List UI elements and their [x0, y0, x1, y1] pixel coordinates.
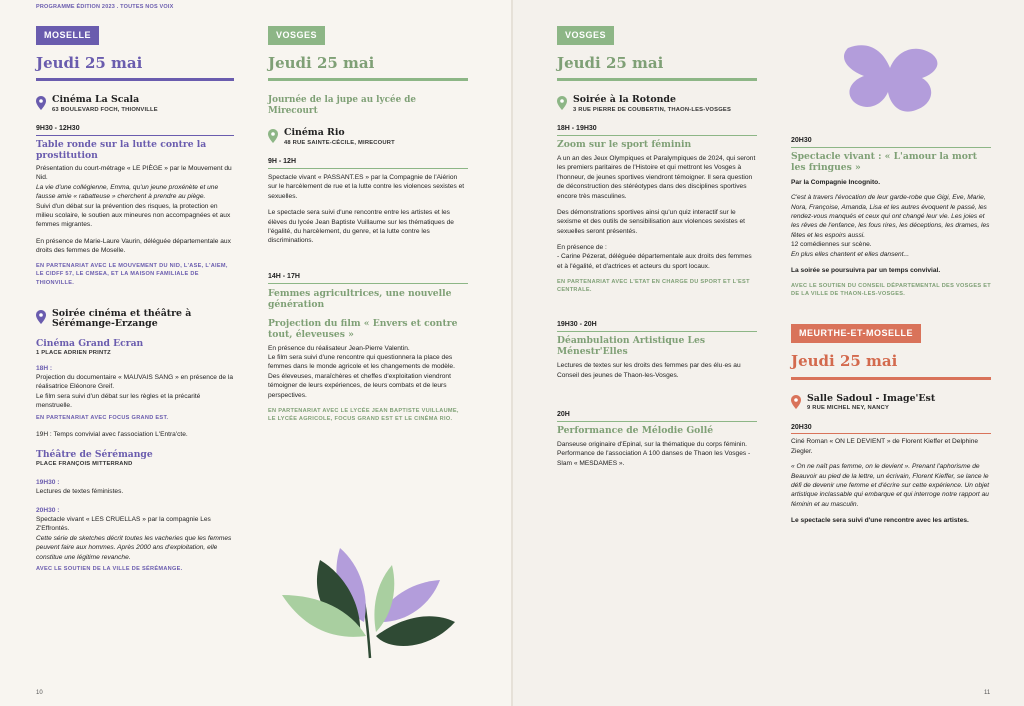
event-text: Des éleveuses, maraîchères et cheffes d'exploitation viendront témoigner de leurs expériences, de leurs combats et de leurs perspectives.: [268, 372, 451, 399]
event-text: Ciné Roman « ON LE DEVIENT » de Florent Kieffer et Delphine Ziegler.: [791, 438, 979, 455]
column-vosges-right: [557, 26, 757, 468]
time-slot: 20H30: [791, 423, 812, 431]
date-rule: [791, 377, 991, 380]
sub-venue-title: Cinéma Grand Ecran: [36, 338, 144, 350]
time-slot: 20H30: [791, 137, 812, 144]
running-title: PROGRAMME ÉDITION 2023 . TOUTES NOS VOIX: [36, 4, 174, 10]
region-badge: MEURTHE-ET-MOSELLE: [791, 324, 921, 343]
date-rule: [36, 78, 234, 81]
event-title: Spectacle vivant : « L'amour la mort les fringues »: [791, 150, 977, 173]
event-text: - Carine Pézerat, déléguée départementale aux droits des femmes et à l'égalité, et d'actrices et acteurs du sport locaux.: [557, 253, 752, 270]
event-text: Lectures de textes sur les droits des femmes par des élu·es au Conseil des jeunes de Thaon-les-Vosges.: [557, 362, 741, 379]
partner-note: EN PARTENARIAT AVEC LE LYCÉE JEAN BAPTISTE VUILLAUME, LE LYCÉE AGRICOLE, FOCUS GRAND EST ET LE CINÉMA RIO.: [268, 407, 459, 422]
event-text: Spectacle vivant « PASSANT.ES » par la Compagnie de l'Aiérion sur le harcèlement de rue et la lutte contre les violences sexistes et sexuelles.: [268, 174, 465, 200]
time-rule: [557, 135, 757, 136]
event-text: En présence de Marie-Laure Vaurin, déléguée départementale aux droits des femmes de Moselle.: [36, 237, 231, 254]
venue-block: [557, 95, 757, 114]
event-title: Déambulation Artistique Les Ménestr'Elles: [557, 335, 706, 358]
event-text: Projection du documentaire « MAUVAIS SANG » en présence de la réalisatrice Eléonore Greif.: [36, 373, 234, 391]
event-text: Par la Compagnie Incognito.: [791, 179, 881, 186]
page-fold: [511, 0, 513, 706]
event-text: Le spectacle sera suivi d'une rencontre entre les artistes et les élèves du lycée Jean Baptiste Vuillaume sur les thématiques de l'égalité, du harcèlement, du genre, et la lutte contre les discriminations.: [268, 209, 454, 245]
event-text: Performance de l'association A 100 danses de Thaon les Vosges - Slam « MESDAMES ».: [557, 450, 751, 467]
event-title: Performance de Mélodie Gollé: [557, 424, 714, 436]
venue-block: [36, 309, 234, 331]
intro-title: Journée de la jupe au lycée de Mirecourt: [268, 95, 416, 116]
event-text: Des démonstrations sportives ainsi qu'un quiz interactif sur le sexisme et des outils de sensibilisation aux violences sexistes et sexuelles seront présentés.: [557, 208, 746, 235]
event-text: 19H : Temps convivial avec l'association L'Entra'cte.: [36, 431, 188, 439]
date-heading: Jeudi 25 mai: [36, 53, 143, 72]
venue-block: [268, 128, 468, 147]
date-rule: [557, 78, 757, 81]
event-text-italic: Cette série de sketches décrit toutes les vacheries que les femmes peuvent faire aux hommes. Après 2000 ans d'exploitation, elle constitue une légitime revanche.: [36, 534, 232, 561]
event-text: En présence du réalisateur Jean-Pierre Valentin.: [268, 344, 410, 352]
event-text-italic: En plus elles chantent et elles dansent...: [791, 250, 910, 258]
venue-block: [36, 95, 234, 114]
event-text: Danseuse originaire d'Epinal, sur la thématique du corps féminin.: [557, 440, 748, 448]
region-badge: MOSELLE: [36, 26, 99, 45]
venue-name: Cinéma La Scala: [52, 94, 140, 106]
date-heading: Jeudi 25 mai: [268, 53, 375, 72]
location-pin-icon: [36, 96, 46, 110]
region-badge: VOSGES: [268, 26, 325, 45]
sub-venue-address: 1 PLACE ADRIEN PRINTZ: [36, 350, 111, 357]
partner-note: AVEC LE SOUTIEN DU CONSEIL DÉPARTEMENTAL DES VOSGES ET DE LA VILLE DE THAON-LES-VOSGES.: [791, 283, 991, 298]
column-right-end: [791, 136, 991, 525]
time-rule: [268, 283, 468, 284]
event-title: Zoom sur le sport féminin: [557, 139, 692, 151]
location-pin-icon: [791, 395, 801, 409]
time-slot: 14H - 17H: [268, 272, 300, 280]
time-rule: [557, 331, 757, 332]
venue-address: 3 RUE PIERRE DE COUBERTIN, THAON-LES-VOSGES: [573, 106, 732, 113]
venue-name: Soirée cinéma et théâtre à Sérémange-Erzange: [52, 307, 192, 330]
venue-address: 48 RUE SAINTE-CÉCILE, MIRECOURT: [284, 139, 395, 146]
event-text: 12 comédiennes sur scène.: [791, 241, 872, 249]
time-slot: 18H - 19H30: [557, 125, 597, 133]
time-rule: [36, 135, 234, 136]
event-text: Suivi d'un débat sur la prévention des risques, la protection en milieu scolaire, le soutien aux mineures non accompagnées et aux femmes migrantes.: [36, 202, 231, 229]
event-title: Table ronde sur la lutte contre la prostitution: [36, 139, 207, 162]
time-label: 18H :: [36, 364, 53, 372]
event-text-italic: « On ne naît pas femme, on le devient ». Prenant l'aphorisme de Beauvoir au pied de la lettre, un écrivain, Florent Kieffer, se lance le défi de devenir une femme et d'écrire sur cette expérience. Un objet artistique inclassable qui embarque et qui interroge notre rapport au féminin et au masculin.: [791, 463, 990, 508]
time-slot: 9H - 12H: [268, 158, 297, 166]
venue-address: 63 BOULEVARD FOCH, THIONVILLE: [52, 106, 158, 113]
time-rule: [791, 433, 991, 434]
page-number-right: 11: [984, 690, 991, 696]
date-heading: Jeudi 25 mai: [791, 352, 898, 371]
region-badge: VOSGES: [557, 26, 614, 45]
location-pin-icon: [36, 310, 46, 324]
sub-venue-address: PLACE FRANÇOIS MITTERRAND: [36, 460, 133, 467]
event-text: Spectacle vivant « LES CRUELLAS » par la compagnie Les Z'Effrontés.: [36, 516, 211, 533]
venue-address: 9 RUE MICHEL NEY, NANCY: [807, 405, 890, 412]
time-label: 20H30 :: [36, 506, 60, 514]
time-rule: [557, 421, 757, 422]
petal-illustration: [838, 40, 946, 116]
event-title: Femmes agricultrices, une nouvelle génération: [268, 287, 452, 310]
partner-note: AVEC LE SOUTIEN DE LA VILLE DE SÉRÉMANGE.: [36, 565, 183, 572]
event-text: A un an des Jeux Olympiques et Paralympiques de 2024, qui seront les premiers paritaires de l'Histoire et qui mettront les Vosges à l'honneur, de jeunes sportives viendront témoigner. Il sera question de déconstruction des stéréotypes dans des disciplines sportives encore très masculines.: [557, 155, 756, 200]
page-number-left: 10: [36, 690, 43, 696]
partner-note: EN PARTENARIAT AVEC LE MOUVEMENT DU NID, L'ASE, L'AIEM, LE CIDFF 57, LE CMSEA, ET LA MAISON FAMILIALE DE THIONVILLE.: [36, 263, 228, 286]
event-text-italic: La vie d'une collégienne, Emma, qu'un jeune proxénète et une fausse amie « rabatteuse » cherchent à prendre au piège.: [36, 183, 219, 201]
venue-block: [791, 394, 991, 413]
time-rule: [268, 168, 468, 169]
time-label: 19H30 :: [36, 479, 60, 487]
event-title: Projection du film « Envers et contre tout, éleveuses »: [268, 317, 458, 340]
event-text: Le film sera suivi d'une rencontre qui questionnera la place des femmes dans le monde agricole et les changements de modèle.: [268, 354, 455, 371]
event-text: Le film sera suivi d'un débat sur les règles et la précarité menstruelle.: [36, 392, 201, 409]
time-rule: [791, 147, 991, 148]
venue-name: Soirée à la Rotonde: [573, 94, 676, 106]
location-pin-icon: [268, 129, 278, 143]
sub-venue-title: Théâtre de Sérémange: [36, 448, 153, 460]
venue-name: Salle Sadoul - Image'Est: [807, 392, 936, 404]
event-text: Le spectacle sera suivi d'une rencontre avec les artistes.: [791, 517, 969, 524]
date-heading: Jeudi 25 mai: [557, 53, 664, 72]
time-slot: 9H30 - 12H30: [36, 125, 80, 133]
partner-note: EN PARTENARIAT AVEC FOCUS GRAND EST.: [36, 415, 169, 422]
event-text: En présence de :: [557, 243, 607, 251]
venue-name: Cinéma Rio: [284, 127, 345, 139]
column-moselle: [36, 26, 234, 573]
event-text: La soirée se poursuivra par un temps convivial.: [791, 266, 941, 274]
time-slot: 19H30 - 20H: [557, 321, 597, 329]
location-pin-icon: [557, 96, 567, 110]
partner-note: EN PARTENARIAT AVEC L'ETAT EN CHARGE DU SPORT ET L'EST CENTRALE.: [557, 279, 750, 294]
event-text: Présentation du court-métrage « LE PIÈGE » par le Mouvement du Nid.: [36, 165, 232, 182]
event-text: Lectures de textes féministes.: [36, 488, 124, 496]
flower-illustration: [280, 540, 460, 665]
event-text-italic: C'est à travers l'évocation de leur garde-robe que Gigi, Eve, Marie, Nora, Françoise, Amanda, Lisa et les autres évoquent le passé, les rendez-vous manqués et ceux qui ont changé leur vie. Les joies et les rêves de l'enfance, les fous rires, les déceptions, les drames, les fêtes et les espoirs aussi.: [791, 194, 990, 239]
time-slot: 20H: [557, 410, 570, 418]
date-rule: [268, 78, 468, 81]
column-vosges-left: [268, 26, 468, 423]
